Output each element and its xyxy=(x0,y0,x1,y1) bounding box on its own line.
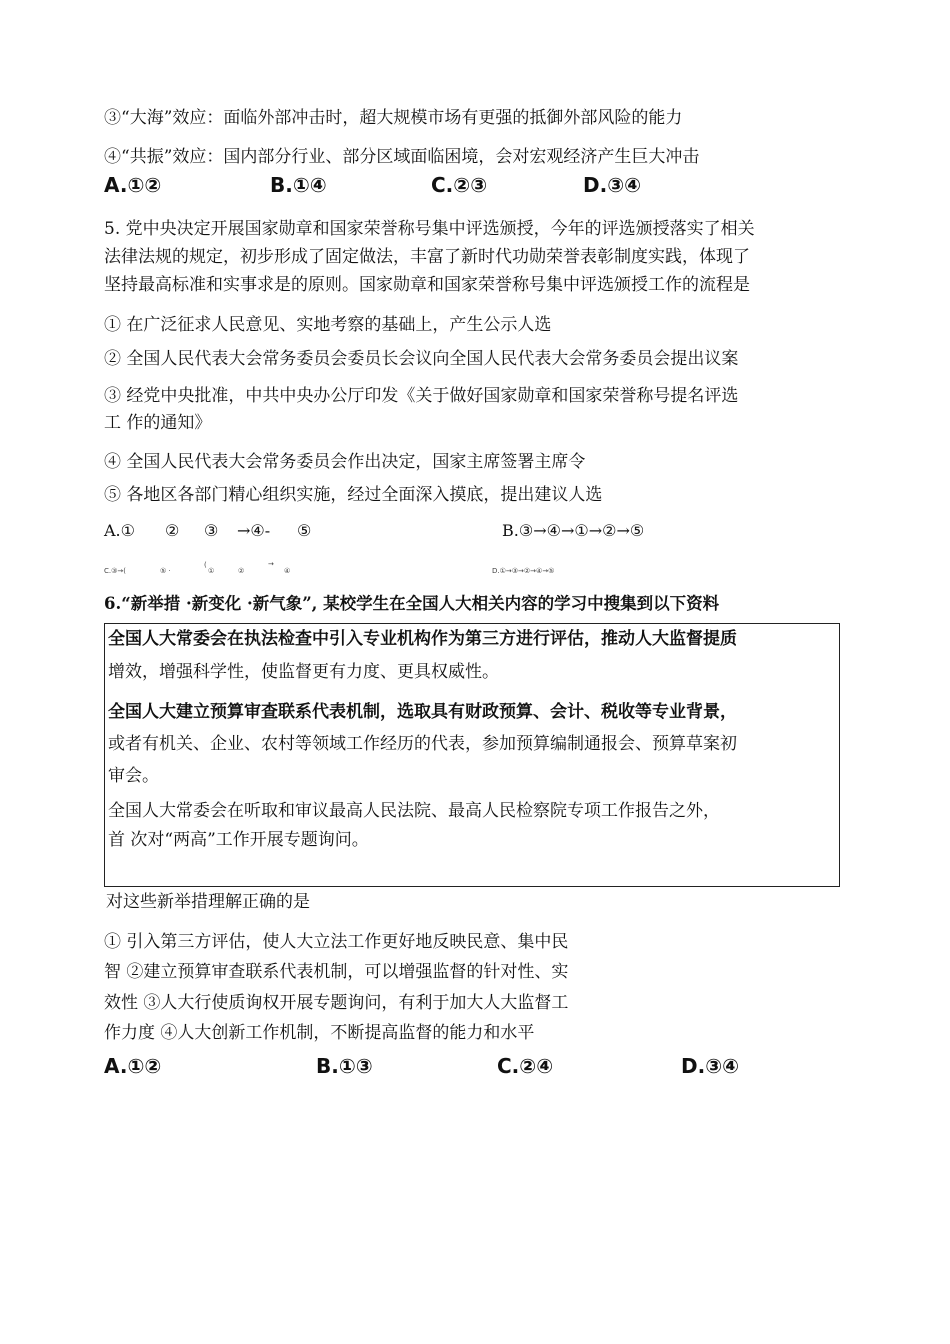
q6-item-line-1: ① 引入第三方评估，使人大立法工作更好地反映民意、集中民 xyxy=(104,932,569,952)
q5-option-c-part-5: ② xyxy=(238,567,245,575)
q4-statement-4: ④“共振”效应：国内部分行业、部分区域面临困境，会对宏观经济产生巨大冲击 xyxy=(104,147,700,167)
q5-option-b: B.③→④→①→②→⑤ xyxy=(502,521,645,540)
q5-item-3: ③ 经党中央批准，中共中央办公厅印发《关于做好国家勋章和国家荣誉称号提名评选 xyxy=(104,386,739,406)
q4-option-a: A.①② xyxy=(104,173,162,197)
q6-stem: 6.“新举措 ·新变化 ·新气象”, 某校学生在全国人大相关内容的学习中搜集到以下资料 xyxy=(104,594,720,613)
q5-option-c-part-7: ④ xyxy=(284,567,291,575)
q6-material-3-line-2: 首 次对“两高”工作开展专题询问。 xyxy=(108,830,369,850)
q6-material-1-line-2: 增效，增强科学性，使监督更有力度、更具权威性。 xyxy=(108,662,499,682)
q6-question: 对这些新举措理解正确的是 xyxy=(106,892,310,912)
q5-item-3-cont: 工 作的通知》 xyxy=(104,413,212,433)
q5-option-a-part-4: →④- xyxy=(237,521,271,540)
q6-option-c: C.②④ xyxy=(497,1054,554,1078)
q6-item-line-3: 效性 ③人大行使质询权开展专题询问，有利于加大人大监督工 xyxy=(104,993,569,1013)
q5-option-c-part-2: ⑤ · xyxy=(160,567,171,575)
q5-option-a-part-1: A.① xyxy=(104,521,135,540)
q5-item-5: ⑤ 各地区各部门精心组织实施，经过全面深入摸底，提出建议人选 xyxy=(104,485,603,505)
q6-material-1-line-1: 全国人大常委会在执法检查中引入专业机构作为第三方进行评估，推动人大监督提质 xyxy=(108,629,737,649)
q6-material-3-line-1: 全国人大常委会在听取和审议最高人民法院、最高人民检察院专项工作报告之外， xyxy=(108,801,720,821)
q5-item-2: ② 全国人民代表大会常务委员会委员长会议向全国人民代表大会常务委员会提出议案 xyxy=(104,349,739,369)
q5-option-c-part-1: C.③→( xyxy=(104,567,126,575)
q4-statement-3: ③“大海”效应：面临外部冲击时，超大规模市场有更强的抵御外部风险的能力 xyxy=(104,108,683,128)
q6-material-2-line-2: 或者有机关、企业、农村等领域工作经历的代表，参加预算编制通报会、预算草案初 xyxy=(108,734,737,754)
q5-option-a-part-5: ⑤ xyxy=(297,521,312,540)
q5-option-a-part-3: ③ xyxy=(204,521,219,540)
q6-option-b: B.①③ xyxy=(316,1054,373,1078)
q6-material-2-line-1: 全国人大建立预算审查联系代表机制，选取具有财政预算、会计、税收等专业背景， xyxy=(108,702,737,722)
q5-option-c-part-6: → xyxy=(268,560,274,568)
q6-option-d: D.③④ xyxy=(681,1054,740,1078)
q4-option-b: B.①④ xyxy=(270,173,327,197)
q5-item-4: ④ 全国人民代表大会常务委员会作出决定，国家主席签署主席令 xyxy=(104,452,586,472)
q6-item-line-4: 作力度 ④人大创新工作机制，不断提高监督的能力和水平 xyxy=(104,1023,535,1043)
q5-stem-line-2: 法律法规的规定，初步形成了固定做法，丰富了新时代功勋荣誉表彰制度实践，体现了 xyxy=(104,247,750,267)
q6-material-2-line-3: 审会。 xyxy=(108,766,159,786)
q6-item-line-2: 智 ②建立预算审查联系代表机制，可以增强监督的针对性、实 xyxy=(104,962,569,982)
q5-item-1: ① 在广泛征求人民意见、实地考察的基础上，产生公示人选 xyxy=(104,315,552,335)
q5-stem-line-1: 5. 党中央决定开展国家勋章和国家荣誉称号集中评选颁授，今年的评选颁授落实了相关 xyxy=(104,219,755,239)
q5-option-d: D.①→③→②→④→⑤ xyxy=(492,567,555,575)
q6-option-a: A.①② xyxy=(104,1054,162,1078)
q5-option-c-part-4: ① xyxy=(208,567,215,575)
q4-option-c: C.②③ xyxy=(431,173,488,197)
q5-option-c-part-3: ( xyxy=(204,561,207,569)
q4-option-d: D.③④ xyxy=(583,173,642,197)
q5-option-a-part-2: ② xyxy=(165,521,180,540)
q5-stem-line-3: 坚持最高标准和实事求是的原则。国家勋章和国家荣誉称号集中评选颁授工作的流程是 xyxy=(104,275,750,295)
